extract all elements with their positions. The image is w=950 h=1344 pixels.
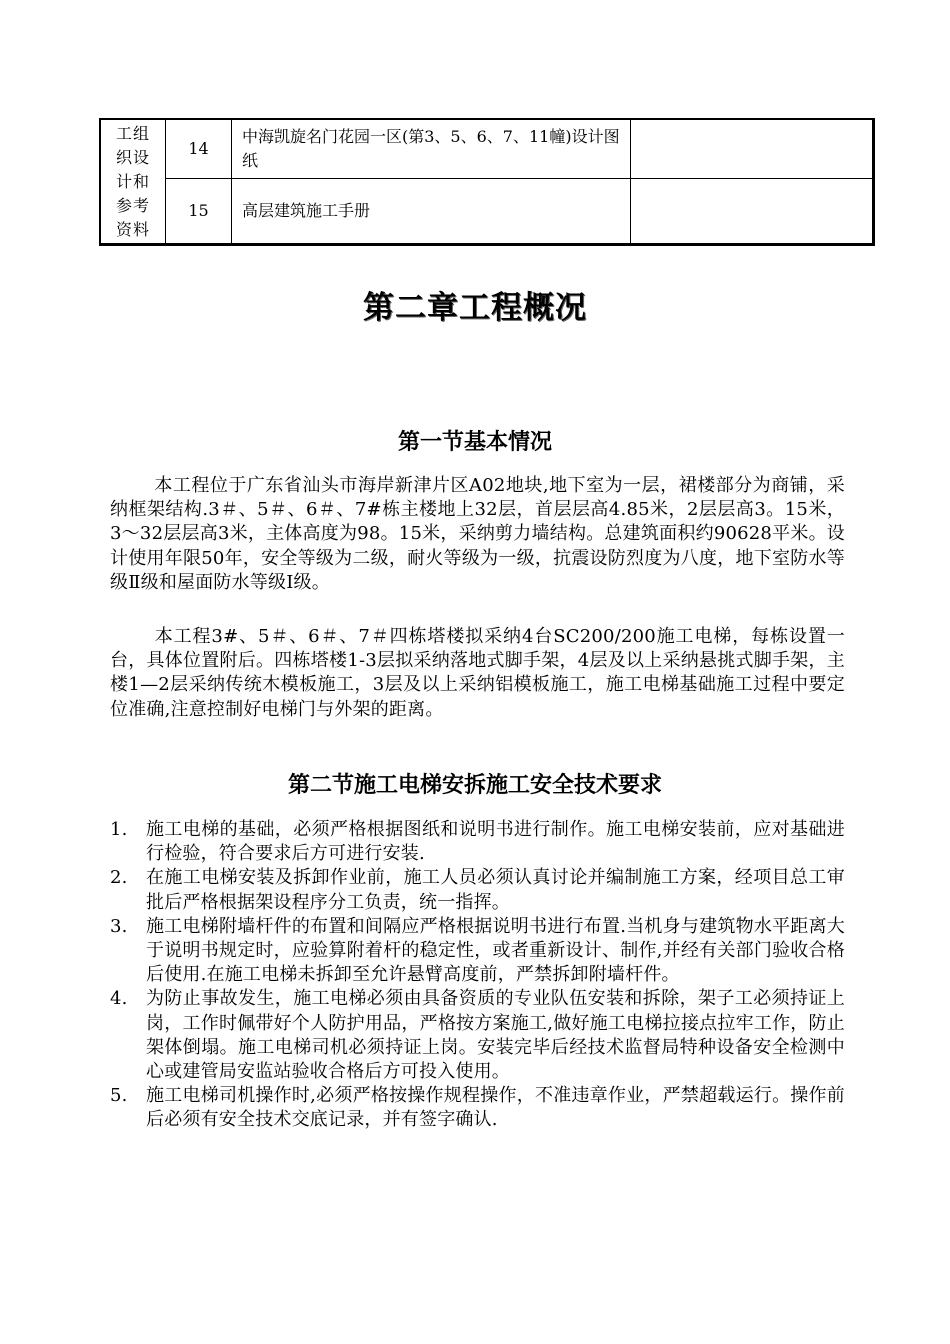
section-title: 第二节施工电梯安拆施工安全技术要求	[287, 773, 662, 798]
list-item	[110, 915, 845, 988]
row-description: 中海凯旋名门花园一区(第3、5、6、7、11幢)设计图纸	[232, 119, 631, 179]
list-item	[110, 1084, 845, 1132]
item-number: 3.	[110, 915, 128, 937]
item-number: 1.	[110, 819, 128, 840]
list-item	[110, 818, 845, 866]
item-text: 为防止事故发生，施工电梯必须由具备资质的专业队伍安装和拆除，架子工必须持证上岗，工作时佩带好个人防护用品，严格按方案施工,做好施工电梯拉接点拉牢工作，防止架体倒塌。施工电梯司机必须持证上岗。安装完毕后经技术监督局特种设备安全检测中心或建管局安监站验收合格后方可投入使用。	[146, 988, 845, 1083]
paragraph-text: 本工程3#、5＃、6＃、7＃四栋塔楼拟采纳4台SC200/200施工电梯，每栋设置一台，具体位置附后。四栋塔楼1-3层拟采纳落地式脚手架，4层及以上采纳悬挑式脚手架，主楼1—2层采纳传统木模板施工，3层及以上采纳铝模板施工，施工电梯基础施工过程中要定位准确,注意控制好电梯门与外架的距离。	[110, 626, 845, 720]
item-number: 5.	[110, 1085, 128, 1107]
row-remark	[631, 119, 874, 179]
item-text: 在施工电梯安装及拆卸作业前，施工人员必须认真讨论并编制施工方案，经项目总工审批后严格根据架设程序分工负责，统一指挥。	[146, 867, 845, 913]
item-text: 施工电梯司机操作时,必须严格按操作规程操作，不准违章作业，严禁超载运行。操作前后必须有安全技术交底记录，并有签字确认.	[146, 1085, 845, 1131]
table-row	[100, 179, 874, 245]
item-text: 施工电梯的基础，必须严格根据图纸和说明书进行制作。施工电梯安装前，应对基础进行检验，符合要求后方可进行安装.	[146, 819, 845, 865]
category-cell	[100, 119, 166, 245]
item-text: 施工电梯附墙杆件的布置和间隔应严格根据说明书进行布置.当机身与建筑物水平距离大于说明书规定时，应验算附着杆的稳定性，或者重新设计、制作,并经有关部门验收合格后使用.在施工电梯未拆卸至允许悬臂高度前，严禁拆卸附墙杆件。	[146, 915, 845, 986]
paragraph	[110, 474, 845, 595]
row-description: 高层建筑施工手册	[232, 179, 631, 245]
chapter-title: 第二章工程概况	[363, 290, 587, 326]
row-number: 14	[166, 119, 232, 179]
paragraph	[110, 625, 845, 722]
item-number: 4.	[110, 988, 128, 1010]
row-remark	[631, 179, 874, 245]
item-number: 2.	[110, 867, 128, 889]
requirements-list	[110, 818, 845, 1133]
table-row	[100, 119, 874, 179]
category-label: 工组 织设 计和 参考 资料	[115, 123, 150, 239]
section-title: 第一节基本情况	[397, 430, 552, 455]
paragraph-text: 本工程位于广东省汕头市海岸新津片区A02地块,地下室为一层，裙楼部分为商铺，采纳框架结构.3＃、5＃、6＃、7#栋主楼地上32层，首层层高4.85米，2层层高3。15米，3～32层层高3米，主体高度为98。15米，采纳剪力墙结构。总建筑面积约90628平米。设计使用年限50年，安全等级为二级，耐火等级为一级，抗震设防烈度为八度，地下室防水等级Ⅱ级和屋面防水等级Ⅰ级。	[110, 475, 845, 593]
list-item	[110, 866, 845, 914]
list-item	[110, 987, 845, 1084]
reference-table	[99, 118, 875, 246]
row-number: 15	[166, 179, 232, 245]
